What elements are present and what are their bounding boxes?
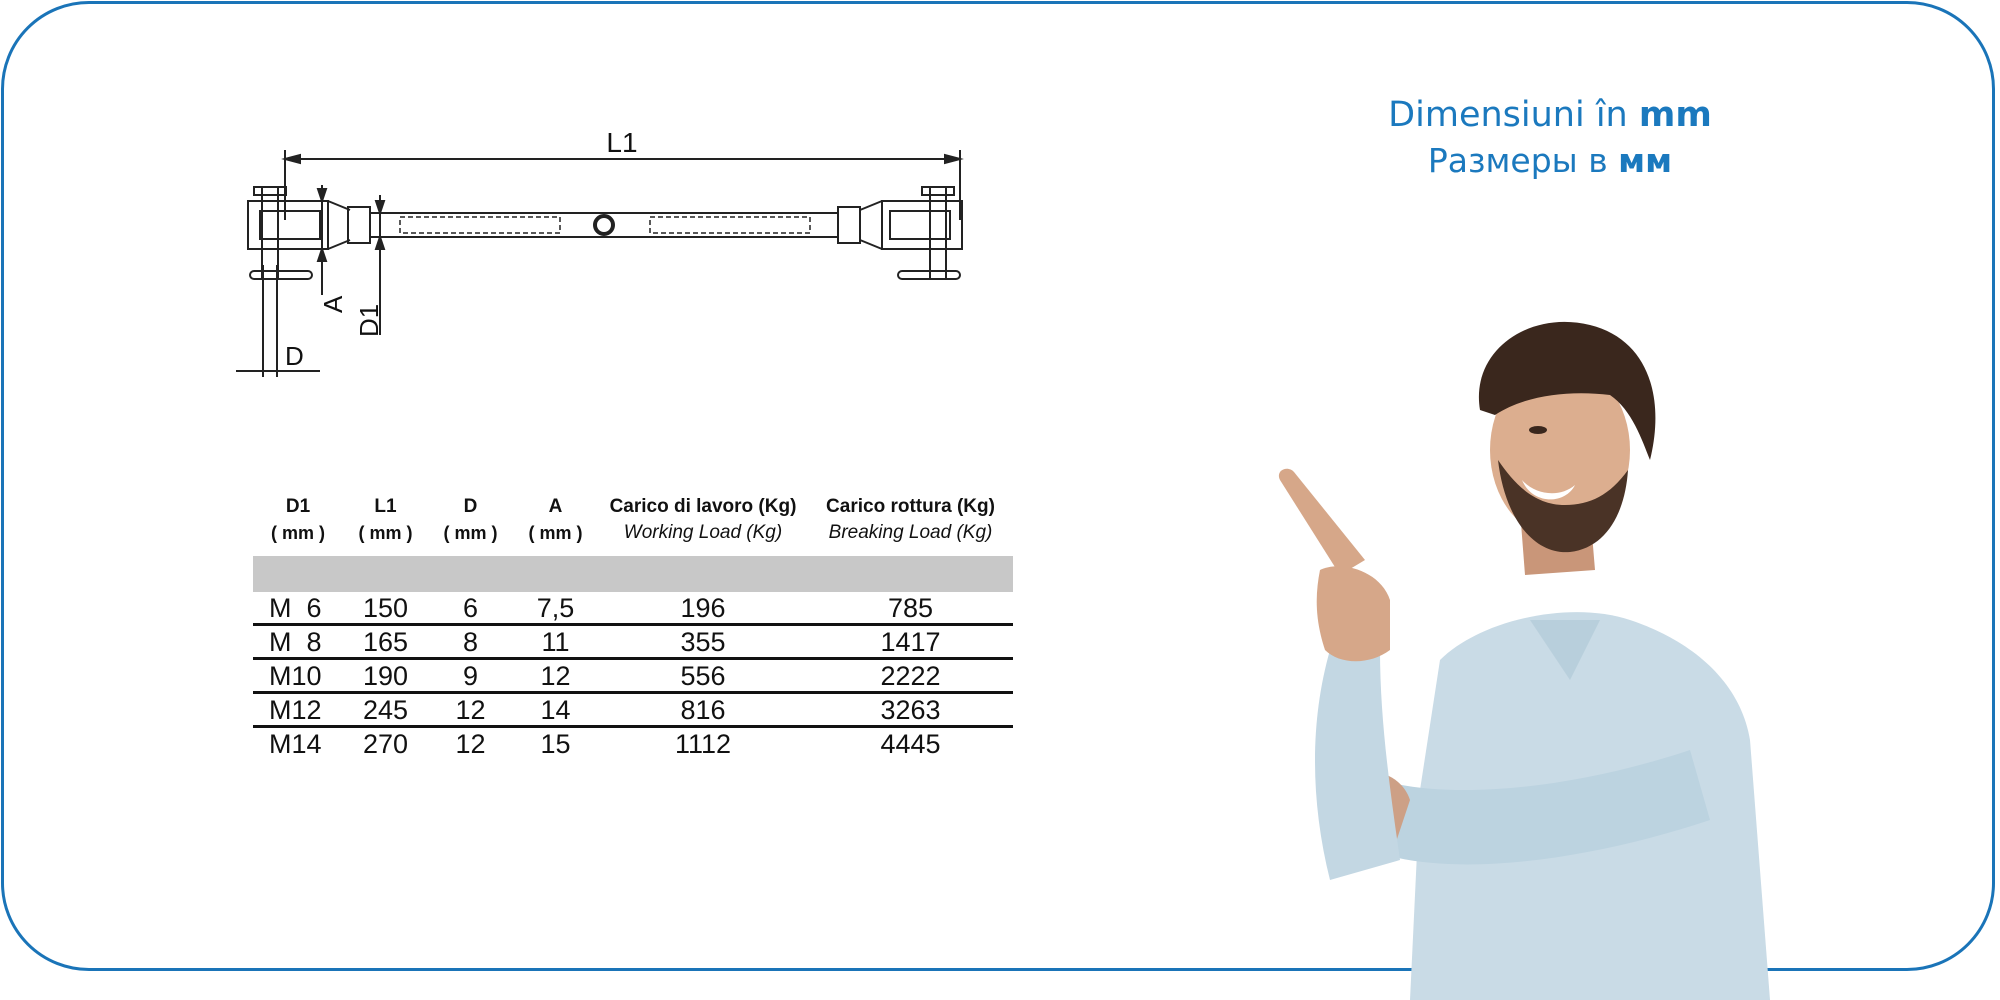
cell-d: 12 [455, 695, 486, 725]
table-row [253, 659, 1013, 693]
cell-working-load: 355 [680, 627, 726, 657]
header-working-load: Carico di lavoro (Kg) Working Load (Kg) [609, 496, 797, 543]
cell-working-load: 196 [680, 593, 726, 623]
cell-d: 12 [455, 729, 486, 759]
cell-working-load: 1112 [674, 729, 732, 759]
table-row [253, 592, 1013, 625]
label-d: D [285, 341, 304, 371]
dimensions-heading [1290, 92, 1810, 184]
cell-working-load: 816 [680, 695, 726, 725]
table-row [253, 625, 1013, 659]
cell-l1: 245 [362, 695, 409, 725]
cell-d1: M12 [269, 695, 322, 725]
cell-breaking-load: 785 [887, 593, 934, 623]
cell-d1: M 8 [269, 627, 322, 657]
cell-l1: 150 [362, 593, 409, 623]
cell-d1: M10 [269, 661, 322, 691]
label-d1: D1 [354, 303, 384, 337]
cell-d1: M14 [269, 729, 322, 759]
label-l1: L1 [606, 127, 638, 158]
cell-d: 6 [462, 593, 479, 623]
cell-d1: M 6 [269, 593, 322, 623]
cell-a: 14 [540, 695, 571, 725]
label-a: A [318, 295, 348, 313]
header-breaking-load: Carico rottura (Kg) Breaking Load (Kg) [826, 496, 995, 543]
specification-table [253, 494, 1013, 759]
header-d1: D1 ( mm ) [271, 496, 325, 543]
header-a: A ( mm ) [528, 496, 583, 543]
cell-breaking-load: 3263 [880, 695, 941, 725]
pointing-man-photo [1270, 320, 1770, 1000]
table-row [253, 727, 1013, 760]
cell-l1: 190 [362, 661, 409, 691]
heading-russian: Размеры в мм [1427, 141, 1673, 180]
table-header-row [253, 494, 1013, 546]
cell-a: 11 [541, 627, 570, 657]
cell-a: 12 [540, 661, 571, 691]
cell-d: 9 [462, 661, 479, 691]
cell-a: 7,5 [536, 593, 575, 623]
heading-romanian: Dimensiuni în mm [1388, 95, 1712, 135]
header-d: D ( mm ) [443, 496, 498, 543]
cell-breaking-load: 1417 [880, 627, 941, 657]
cell-working-load: 556 [680, 661, 726, 691]
cell-breaking-load: 2222 [880, 661, 941, 691]
turnbuckle-drawing [230, 125, 1010, 385]
header-band [253, 556, 1013, 592]
cell-d: 8 [462, 627, 479, 657]
cell-a: 15 [540, 729, 571, 759]
header-l1: L1 ( mm ) [358, 496, 413, 543]
cell-l1: 165 [362, 627, 409, 657]
cell-l1: 270 [362, 729, 409, 759]
table-row [253, 693, 1013, 727]
cell-breaking-load: 4445 [880, 729, 941, 759]
